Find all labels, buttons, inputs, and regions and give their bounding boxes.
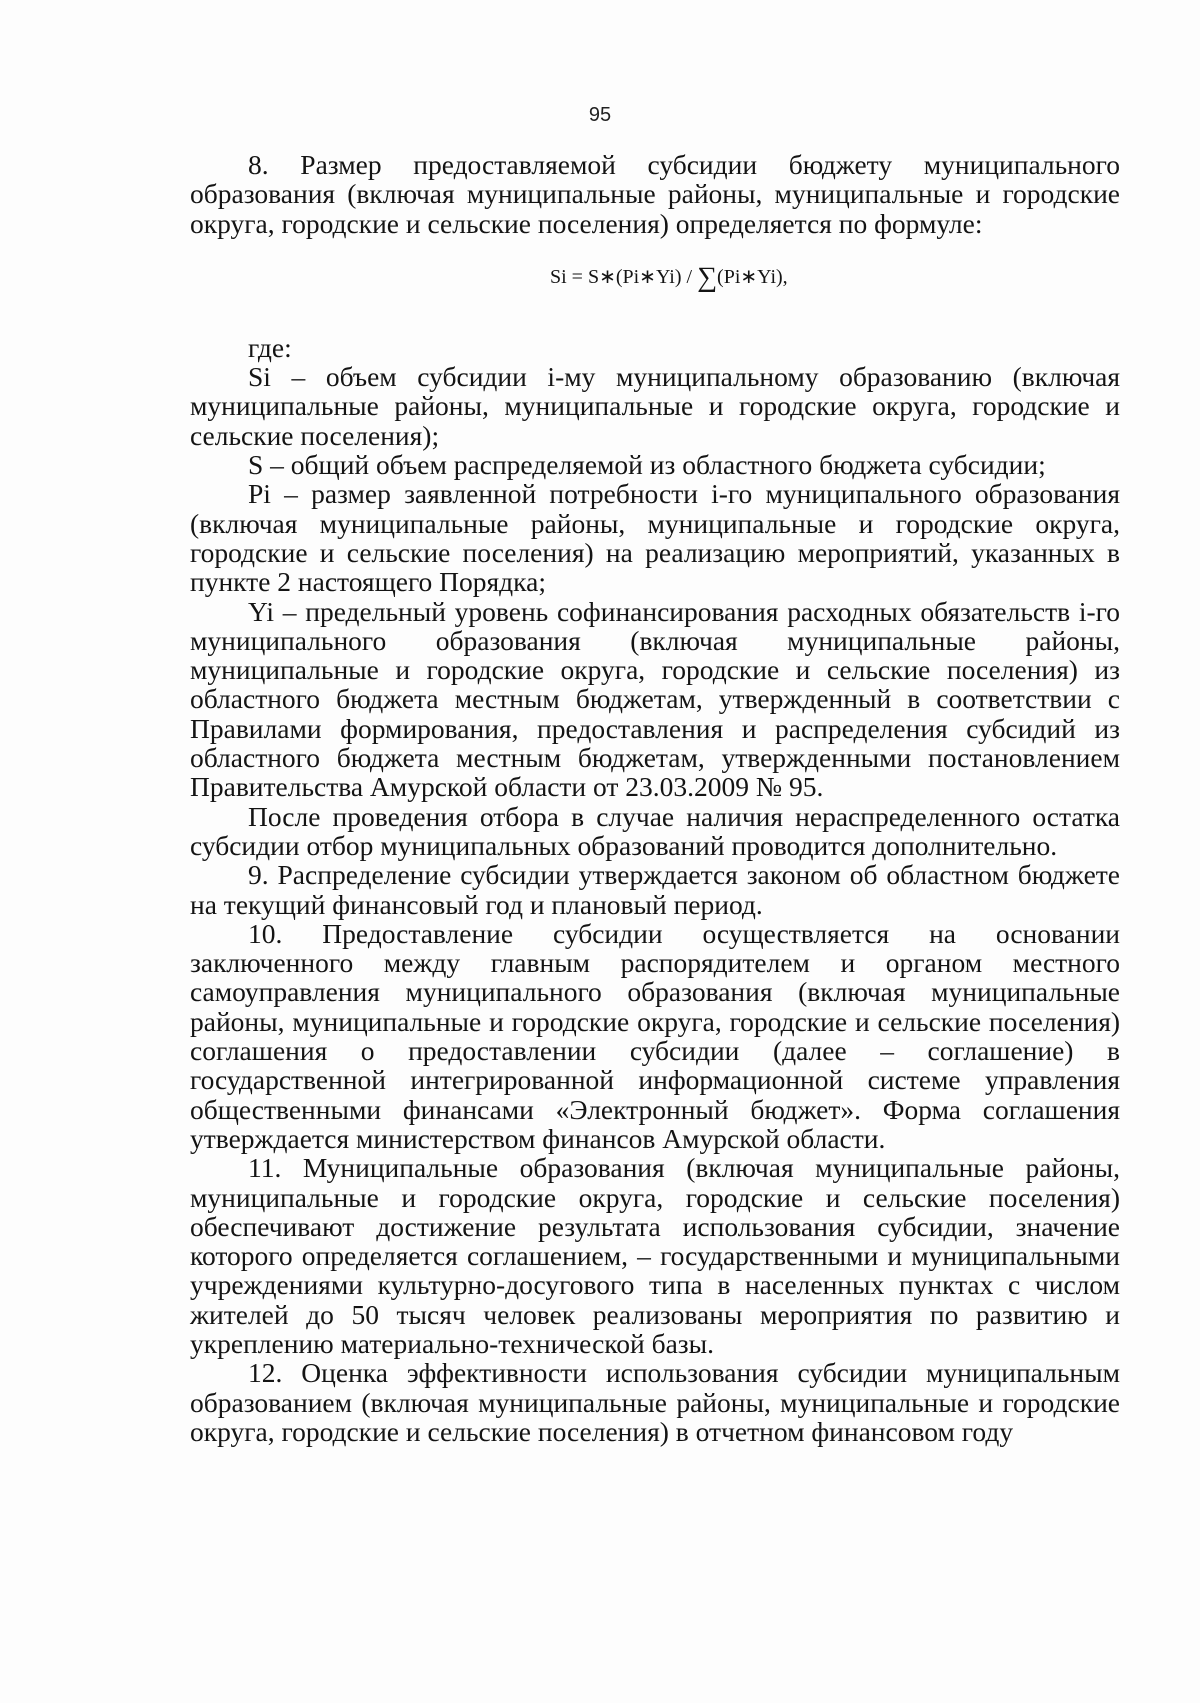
document-body	[190, 150, 1120, 1446]
paragraph-10: 10. Предоставление субсидии осуществляется на основании заключенного между главным распорядителем и органом местного самоуправления муниципального образования (включая муниципальные районы, муниципальные и городские округа, городские и сельские поселения) соглашения о предоставлении субсидии (далее – соглашение) в государственной интегрированной информационной системе управления общественными финансами «Электронный бюджет». Форма соглашения утверждается министерством финансов Амурской области.	[190, 917, 1120, 1154]
definition-pi: Pi – размер заявленной потребности i-го муниципального образования (включая муниципальные районы, муниципальные и городские округа, городские и сельские поселения) на реализацию мероприятий, указанных в пункте 2 настоящего Порядка;	[190, 478, 1120, 598]
where-label: где:	[248, 331, 292, 363]
paragraph-12: 12. Оценка эффективности использования субсидии муниципальным образованием (включая муниципальные районы, муниципальные и городские округа, городские и сельские поселения) в отчетном финансовом году	[190, 1357, 1120, 1447]
page-number: 95	[588, 104, 612, 126]
formula-left: Si = S∗(Pi∗Yi) /	[550, 265, 698, 288]
paragraph-additional-selection: После проведения отбора в случае наличия нераспределенного остатка субсидии отбор муниципальных образований проводится дополнительно.	[190, 800, 1120, 861]
paragraph-8: 8. Размер предоставляемой субсидии бюджету муниципального образования (включая муниципальные районы, муниципальные и городские округа, городские и сельские поселения) определяется по формуле:	[190, 149, 1120, 239]
definition-si: Si – объем субсидии i-му муниципальному образованию (включая муниципальные районы, муниципальные и городские округа, городские и сельские поселения);	[190, 361, 1120, 451]
definition-yi: Yi – предельный уровень софинансирования расходных обязательств i-го муниципального образования (включая муниципальные районы, муниципальные и городские округа, городские и сельские поселения) из областного бюджета местным бюджетам, утвержденный в соответствии с Правилами формирования, предоставления и распределения субсидий из областного бюджета местным бюджетам, утвержденными постановлением Правительства Амурской области от 23.03.2009 № 95.	[190, 595, 1120, 803]
sum-symbol: ∑	[697, 261, 718, 293]
paragraph-11: 11. Муниципальные образования (включая муниципальные районы, муниципальные и городские округа, городские и сельские поселения) обеспечивают достижение результата использования субсидии, значение которого определяется соглашением, – государственными и муниципальными учреждениями культурно-досугового типа в населенных пунктах с числом жителей до 50 тысяч человек реализованы мероприятия по развитию и укреплению материально-технической базы.	[190, 1152, 1120, 1359]
paragraph-9: 9. Распределение субсидии утверждается законом об областном бюджете на текущий финансовый год и плановый период.	[190, 859, 1120, 920]
definition-s: S – общий объем распределяемой из областного бюджета субсидии;	[248, 449, 1046, 481]
subsidy-formula	[190, 260, 1120, 295]
formula-right: (Pi∗Yi),	[717, 265, 788, 288]
